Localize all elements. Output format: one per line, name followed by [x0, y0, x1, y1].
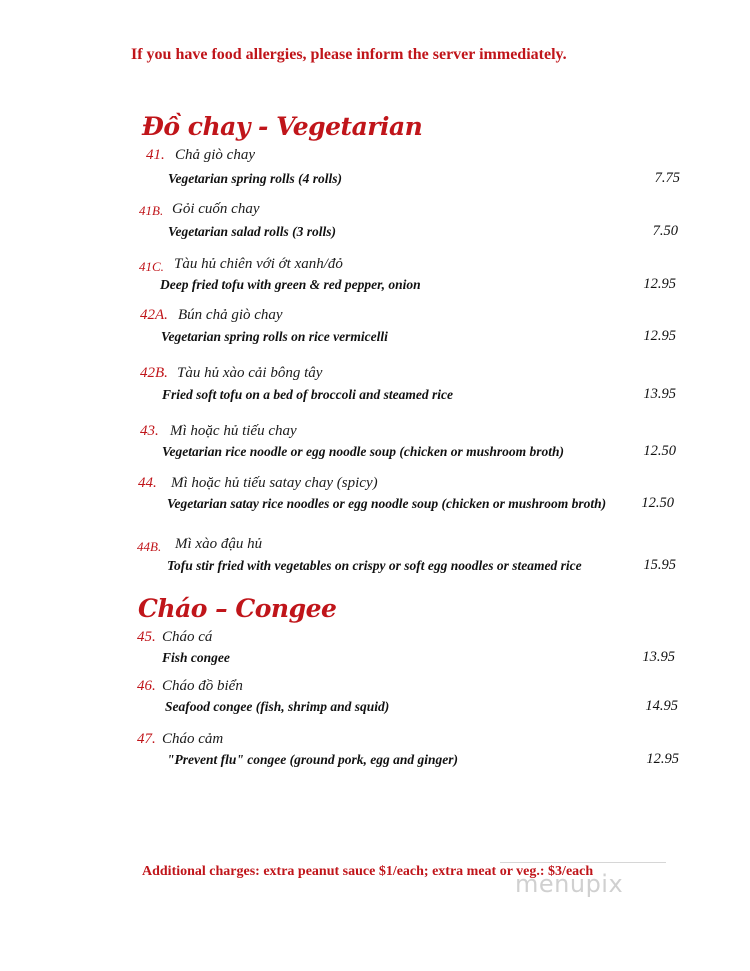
- item-price: 12.95: [646, 751, 679, 767]
- item-description: Tofu stir fried with vegetables on crispy or soft egg noodles or steamed rice: [167, 558, 582, 573]
- item-price: 12.95: [643, 276, 676, 292]
- item-price: 15.95: [643, 557, 676, 573]
- item-number: 41.: [146, 147, 165, 163]
- item-number: 41B.: [139, 203, 164, 218]
- item-description: Vegetarian spring rolls (4 rolls): [168, 171, 343, 186]
- item-description: Vegetarian satay rice noodles or egg noodle soup (chicken or mushroom broth): [167, 496, 607, 511]
- watermark-divider: [500, 862, 666, 863]
- item-description: Vegetarian spring rolls on rice vermicelli: [161, 329, 388, 344]
- item-description: Fish congee: [162, 650, 230, 665]
- item-name-vi: Gỏi cuốn chay: [172, 201, 260, 217]
- item-price: 13.95: [642, 649, 675, 665]
- watermark-logo: menupix: [515, 870, 624, 898]
- item-price: 14.95: [645, 698, 678, 714]
- item-name-vi: Chả giò chay: [175, 147, 255, 163]
- item-price: 7.75: [654, 170, 680, 186]
- item-description: Deep fried tofu with green & red pepper, onion: [160, 277, 421, 292]
- section-title-congee: Cháo – Congee: [138, 594, 337, 623]
- additional-charges-note: Additional charges: extra peanut sauce $1/each; extra meat or veg.: $3/each: [142, 864, 594, 879]
- item-name-vi: Mì hoặc hủ tiếu chay: [170, 423, 297, 439]
- item-name-vi: Cháo đồ biển: [162, 678, 243, 694]
- item-price: 7.50: [652, 223, 678, 239]
- item-price: 13.95: [643, 386, 676, 402]
- item-number: 47.: [137, 731, 156, 747]
- item-number: 45.: [137, 629, 156, 645]
- item-number: 46.: [137, 678, 156, 694]
- item-number: 44B.: [137, 539, 162, 554]
- item-name-vi: Mì hoặc hủ tiếu satay chay (spicy): [171, 475, 378, 491]
- item-name-vi: Mì xào đậu hủ: [175, 536, 263, 552]
- item-number: 41C.: [139, 259, 164, 274]
- item-price: 12.50: [641, 495, 674, 511]
- item-name-vi: Cháo cảm: [162, 731, 224, 747]
- item-name-vi: Tàu hủ chiên với ớt xanh/đỏ: [174, 256, 343, 272]
- item-description: "Prevent flu" congee (ground pork, egg and ginger): [167, 752, 458, 767]
- item-price: 12.50: [643, 443, 676, 459]
- item-name-vi: Cháo cá: [162, 629, 213, 645]
- section-title-vegetarian: Đồ chay - Vegetarian: [142, 112, 423, 141]
- item-price: 12.95: [643, 328, 676, 344]
- item-description: Vegetarian salad rolls (3 rolls): [168, 224, 337, 239]
- item-description: Vegetarian rice noodle or egg noodle soup (chicken or mushroom broth): [162, 444, 565, 459]
- item-description: Seafood congee (fish, shrimp and squid): [165, 699, 390, 714]
- item-number: 44.: [138, 475, 157, 491]
- allergy-notice: If you have food allergies, please inform the server immediately.: [131, 46, 567, 63]
- item-number: 42B.: [140, 365, 168, 381]
- item-number: 43.: [140, 423, 159, 439]
- item-number: 42A.: [140, 307, 168, 323]
- item-description: Fried soft tofu on a bed of broccoli and steamed rice: [162, 387, 453, 402]
- item-name-vi: Bún chả giò chay: [178, 307, 283, 323]
- item-name-vi: Tàu hủ xào cải bông tây: [177, 365, 323, 381]
